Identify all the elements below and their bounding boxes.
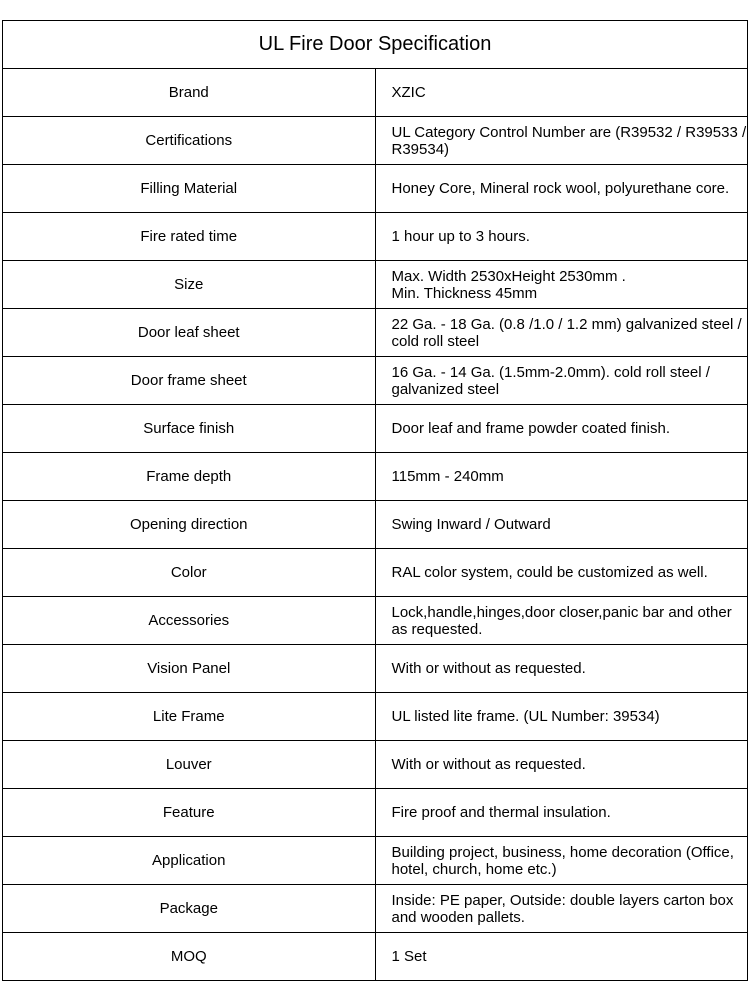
spec-value-line: UL Category Control Number are (R39532 / R39533 / R39534) — [391, 123, 747, 158]
spec-row — [3, 933, 748, 981]
spec-value-line: Inside: PE paper, Outside: double layers carton box and wooden pallets. — [391, 891, 734, 926]
spec-row — [3, 693, 748, 741]
spec-value — [375, 837, 748, 885]
spec-value-line: Honey Core, Mineral rock wool, polyurethane core. — [391, 180, 730, 197]
spec-value — [375, 213, 748, 261]
spec-label: Vision Panel — [3, 645, 376, 693]
spec-value — [375, 357, 748, 405]
spec-value-line: Lock,handle,hinges,door closer,panic bar and other as requested. — [391, 603, 732, 638]
spec-value — [375, 453, 748, 501]
spec-label: Door frame sheet — [3, 357, 376, 405]
spec-row — [3, 453, 748, 501]
table-title: UL Fire Door Specification — [3, 21, 748, 69]
spec-label: Package — [3, 885, 376, 933]
spec-row — [3, 549, 748, 597]
spec-value — [375, 261, 748, 309]
spec-value-line: 115mm - 240mm — [391, 468, 504, 485]
spec-value-line: 22 Ga. - 18 Ga. (0.8 /1.0 / 1.2 mm) galvanized steel / cold roll steel — [391, 315, 742, 350]
spec-value — [375, 933, 748, 981]
spec-row — [3, 261, 748, 309]
spec-row — [3, 789, 748, 837]
spec-label: Brand — [3, 69, 376, 117]
spec-label: Size — [3, 261, 376, 309]
spec-label: Application — [3, 837, 376, 885]
spec-value — [375, 885, 748, 933]
spec-row — [3, 645, 748, 693]
spec-label: Opening direction — [3, 501, 376, 549]
spec-row — [3, 213, 748, 261]
spec-value — [375, 693, 748, 741]
spec-value-line: With or without as requested. — [391, 756, 586, 773]
spec-value-line: Min. Thickness 45mm — [391, 284, 538, 302]
spec-value-line: RAL color system, could be customized as well. — [391, 564, 708, 581]
spec-label: Certifications — [3, 117, 376, 165]
spec-row — [3, 309, 748, 357]
spec-label: Surface finish — [3, 405, 376, 453]
spec-row — [3, 357, 748, 405]
spec-value-line: With or without as requested. — [391, 660, 586, 677]
spec-value — [375, 741, 748, 789]
spec-row — [3, 165, 748, 213]
spec-table-body — [3, 21, 748, 981]
spec-value — [375, 789, 748, 837]
spec-value-line: XZIC — [391, 84, 426, 101]
spec-value — [375, 165, 748, 213]
spec-table — [2, 20, 748, 981]
spec-value — [375, 405, 748, 453]
spec-label: Feature — [3, 789, 376, 837]
spec-label: MOQ — [3, 933, 376, 981]
spec-value — [375, 597, 748, 645]
spec-row — [3, 117, 748, 165]
spec-value — [375, 117, 748, 165]
spec-label: Fire rated time — [3, 213, 376, 261]
spec-label: Color — [3, 549, 376, 597]
spec-value — [375, 309, 748, 357]
spec-value — [375, 549, 748, 597]
spec-value-line: Max. Width 2530xHeight 2530mm . — [391, 267, 626, 285]
spec-value-line: UL listed lite frame. (UL Number: 39534) — [391, 708, 660, 725]
spec-label: Frame depth — [3, 453, 376, 501]
spec-value-line: Swing Inward / Outward — [391, 516, 551, 533]
spec-label: Filling Material — [3, 165, 376, 213]
spec-row — [3, 885, 748, 933]
spec-value — [375, 645, 748, 693]
spec-label: Lite Frame — [3, 693, 376, 741]
spec-value-line: 1 hour up to 3 hours. — [391, 228, 530, 245]
spec-value-line: Fire proof and thermal insulation. — [391, 804, 611, 821]
spec-label: Accessories — [3, 597, 376, 645]
title-row — [3, 21, 748, 69]
spec-label: Louver — [3, 741, 376, 789]
spec-value-line: 1 Set — [391, 948, 427, 965]
spec-value — [375, 69, 748, 117]
spec-value — [375, 501, 748, 549]
spec-row — [3, 741, 748, 789]
spec-row — [3, 837, 748, 885]
spec-row — [3, 501, 748, 549]
spec-row — [3, 69, 748, 117]
spec-value-line: 16 Ga. - 14 Ga. (1.5mm-2.0mm). cold roll steel / galvanized steel — [391, 363, 710, 398]
spec-value-line: Building project, business, home decoration (Office, hotel, church, home etc.) — [391, 843, 734, 878]
spec-value-line: Door leaf and frame powder coated finish. — [391, 420, 670, 437]
spec-label: Door leaf sheet — [3, 309, 376, 357]
spec-row — [3, 405, 748, 453]
spec-row — [3, 597, 748, 645]
